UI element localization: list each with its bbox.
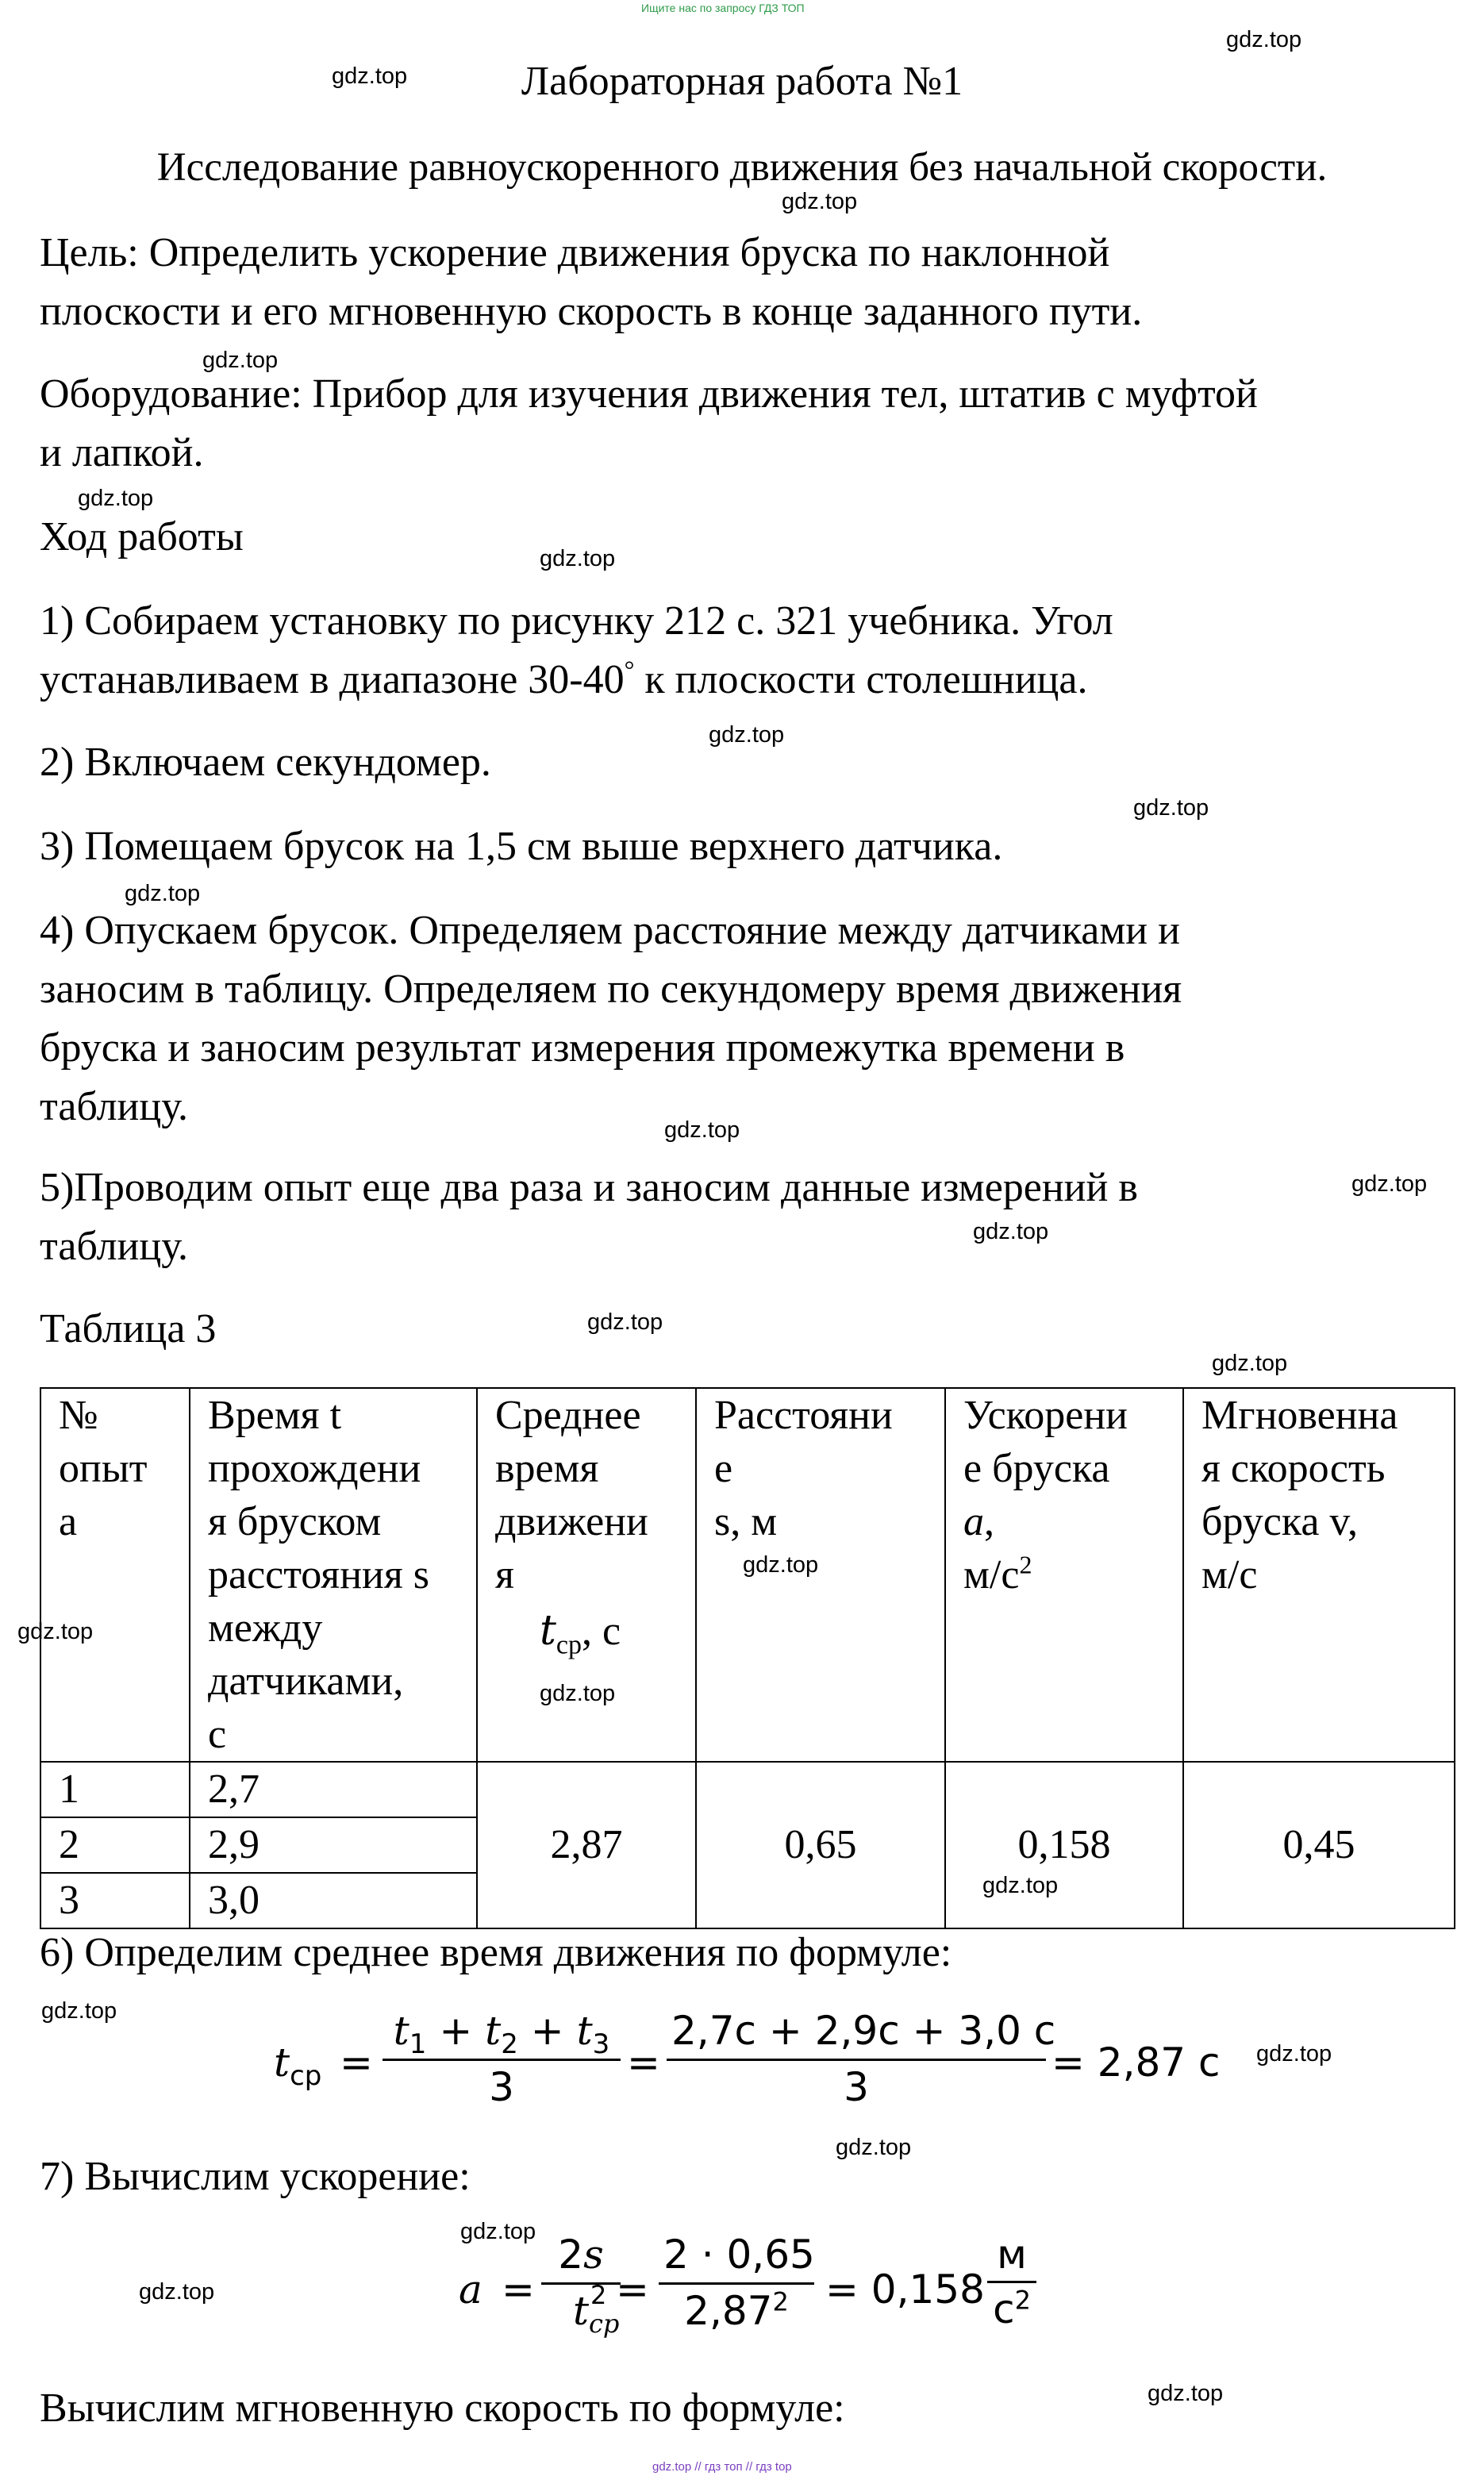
results-table	[40, 1387, 1455, 1929]
step-4-line: заносим в таблицу. Определяем по секундомеру время движения	[40, 967, 1182, 1012]
step-8: Вычислим мгновенную скорость по формуле:	[40, 2386, 845, 2431]
step-6: 6) Определим среднее время движения по формуле:	[40, 1930, 952, 1975]
watermark: gdz.top	[743, 1552, 819, 1578]
equals-sign: =	[502, 2266, 535, 2313]
acceleration-unit: м $с^2$	[987, 2232, 1036, 2332]
step-5	[40, 1159, 1138, 1276]
watermark: gdz.top	[1133, 795, 1209, 821]
step-5-line: 5)Проводим опыт еще два раза и заносим данные измерений в	[40, 1165, 1138, 1210]
degree-sign: °	[624, 655, 635, 684]
header-instant-speed: Мгновенна я скорость бруска v, м/с	[1183, 1388, 1455, 1762]
bottom-note: gdz.top // гдз топ // гдз top	[652, 2460, 792, 2474]
watermark: gdz.top	[460, 2219, 536, 2244]
watermark: gdz.top	[78, 486, 154, 511]
watermark: gdz.top	[982, 1873, 1059, 1898]
cell-time: 3,0	[190, 1873, 477, 1928]
watermark: gdz.top	[17, 1619, 94, 1644]
acceleration-fraction-symbolic: 2s t 2 cp	[541, 2232, 621, 2334]
watermark: gdz.top	[1148, 2381, 1224, 2406]
watermark: gdz.top	[41, 1998, 117, 2024]
t-avg-symbol: t	[540, 1607, 556, 1655]
header-average-time: Среднее время движени я $t_{ср}$, с	[477, 1388, 696, 1762]
table-caption: Таблица 3	[40, 1306, 217, 1351]
acceleration-result: = 0,158	[825, 2266, 985, 2313]
step-4-line: бруска и заносим результат измерения промежутка времени в	[40, 1025, 1125, 1071]
watermark: gdz.top	[139, 2279, 215, 2305]
procedure-heading: Ход работы	[40, 514, 244, 559]
step-1-text: устанавливаем в диапазоне 30-40	[40, 657, 625, 702]
cell-average-time: 2,87	[477, 1762, 696, 1928]
avg-time-fraction-numeric: 2,7с + 2,9с + 3,0 с 3	[667, 2008, 1046, 2110]
step-2: 2) Включаем секундомер.	[40, 740, 491, 785]
avg-time-lhs: $t_{ср}$	[274, 2040, 322, 2092]
watermark: gdz.top	[332, 63, 408, 89]
equipment-line: Оборудование: Прибор для изучения движения тел, штатив с муфтой	[40, 371, 1258, 417]
equipment-line: и лапкой.	[40, 430, 204, 475]
equipment-paragraph	[40, 365, 1258, 483]
watermark: gdz.top	[1212, 1351, 1288, 1376]
cell-time: 2,7	[190, 1762, 477, 1817]
step-4-line: таблицу.	[40, 1084, 189, 1129]
equals-sign: =	[627, 2040, 660, 2086]
header-experiment-number: № опыт а	[40, 1388, 190, 1762]
goal-line: плоскости и его мгновенную скорость в конце заданного пути.	[40, 289, 1143, 334]
table-header-row	[40, 1388, 1455, 1762]
avg-time-result: = 2,87 с	[1051, 2040, 1221, 2086]
acceleration-lhs: a	[459, 2266, 482, 2313]
watermark: gdz.top	[782, 189, 858, 214]
acceleration-fraction-numeric: 2 · 0,65 2,87$^2$	[659, 2232, 814, 2334]
avg-time-fraction-symbolic: $t_1 + t_2 + t_3$ 3	[383, 2008, 621, 2110]
step-3: 3) Помещаем брусок на 1,5 см выше верхнего датчика.	[40, 824, 1003, 869]
watermark: gdz.top	[587, 1309, 663, 1335]
step-7: 7) Вычислим ускорение:	[40, 2154, 471, 2199]
step-1-line: 1) Собираем установку по рисунку 212 с. 321 учебника. Угол	[40, 598, 1113, 644]
watermark: gdz.top	[1351, 1171, 1428, 1197]
step-5-line: таблицу.	[40, 1224, 189, 1269]
cell-number: 3	[40, 1873, 190, 1928]
cell-number: 1	[40, 1762, 190, 1817]
page-title: Лабораторная работа №1	[521, 59, 963, 104]
cell-instant-speed: 0,45	[1183, 1762, 1455, 1928]
watermark: gdz.top	[973, 1219, 1049, 1244]
watermark: gdz.top	[125, 881, 201, 906]
step-1-line	[40, 651, 1113, 709]
table-row	[40, 1762, 1455, 1817]
cell-distance: 0,65	[696, 1762, 945, 1928]
watermark: gdz.top	[664, 1117, 740, 1143]
step-1	[40, 592, 1113, 709]
watermark: gdz.top	[202, 348, 279, 373]
step-4	[40, 902, 1182, 1136]
equals-sign: =	[340, 2040, 373, 2086]
step-4-line: 4) Опускаем брусок. Определяем расстояние между датчиками и	[40, 908, 1180, 953]
watermark: gdz.top	[540, 546, 616, 571]
watermark: gdz.top	[1256, 2041, 1332, 2067]
top-search-note: Ищите нас по запросу ГДЗ ТОП	[641, 2, 805, 14]
step-1-text-end: к плоскости столешница.	[634, 657, 1088, 702]
watermark: gdz.top	[540, 1681, 616, 1706]
page-subtitle: Исследование равноускоренного движения без начальной скорости.	[156, 145, 1328, 190]
goal-line: Цель: Определить ускорение движения бруска по наклонной	[40, 230, 1110, 275]
cell-number: 2	[40, 1817, 190, 1873]
watermark: gdz.top	[709, 722, 785, 748]
header-distance: Расстояни е s, м	[696, 1388, 945, 1762]
cell-acceleration: 0,158	[945, 1762, 1183, 1928]
watermark: gdz.top	[1226, 27, 1302, 52]
equals-sign: =	[616, 2266, 649, 2313]
header-acceleration: Ускорени е бруска a, $м/с^2$	[945, 1388, 1183, 1762]
goal-paragraph	[40, 224, 1142, 341]
header-time: Время t прохождени я бруском расстояния s между датчиками, с	[190, 1388, 477, 1762]
cell-time: 2,9	[190, 1817, 477, 1873]
watermark: gdz.top	[836, 2135, 912, 2160]
